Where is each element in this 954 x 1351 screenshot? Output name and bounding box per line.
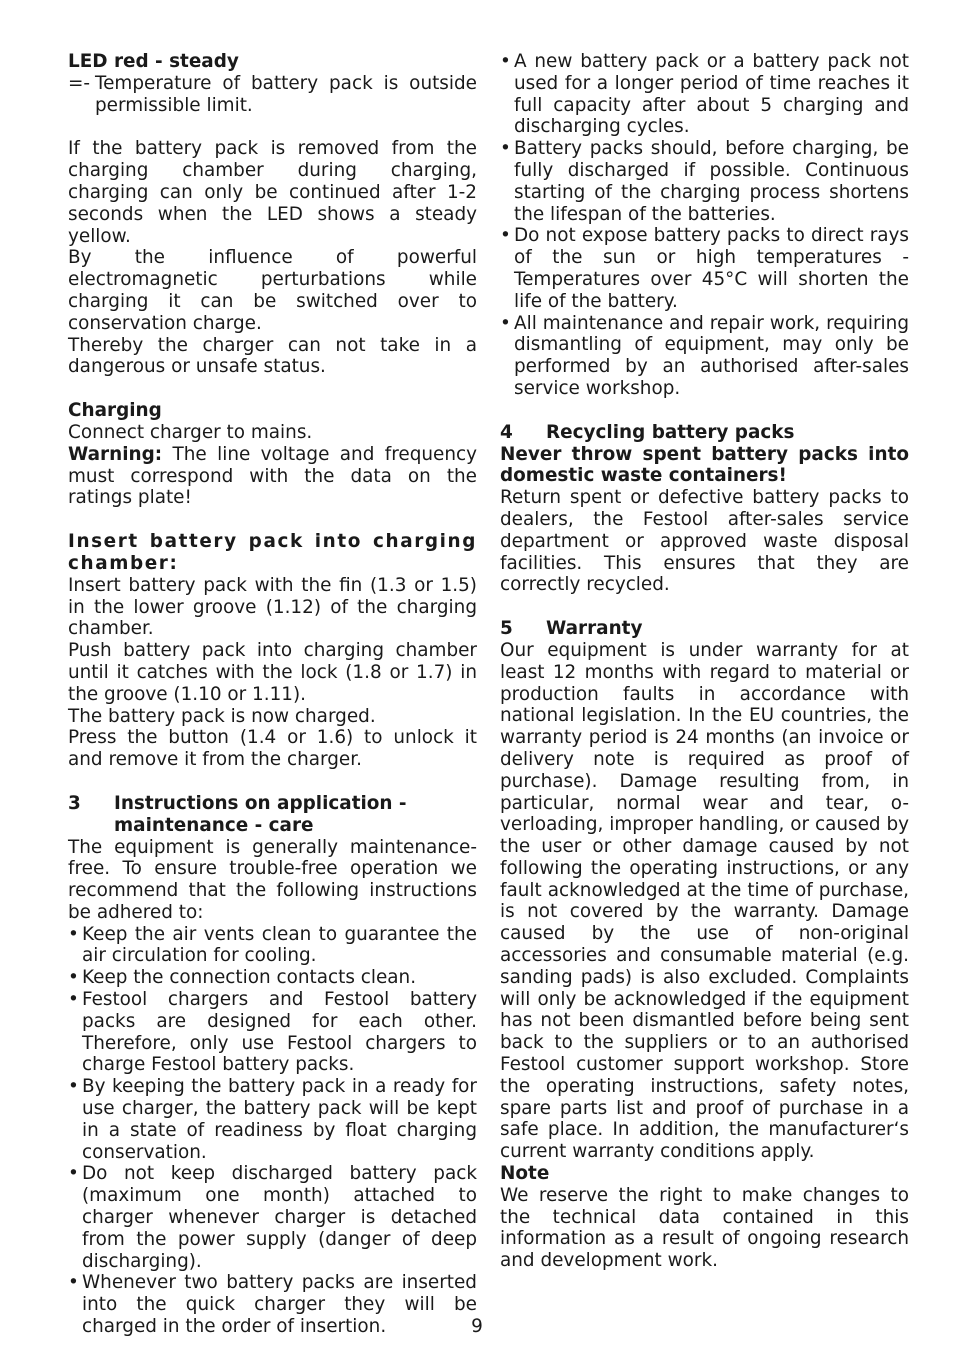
bullet-text: Keep the connection contacts clean.: [82, 967, 417, 989]
list-item: [68, 1076, 477, 1163]
bullet-text: Keep the air vents clean to guarantee the air circulation for cooling.: [82, 923, 477, 967]
note-text: We reserve the right to make changes to the technical data contained in this information as a result of ongoing research and development work.: [500, 1184, 909, 1272]
charging-heading: Charging: [68, 400, 162, 422]
insert-paragraph-2: Push battery pack into charging chamber until it catches with the lock (1.8 or 1.7) in the groove (1.10 or 1.11).: [68, 640, 477, 705]
paragraph-thereby: Thereby the charger can not take in a dangerous or unsafe status.: [68, 334, 477, 378]
equals-mark: =-: [68, 72, 91, 94]
bullet-icon: •: [68, 923, 79, 945]
paragraph-removed: If the battery pack is removed from the charging chamber during charging, charging can only be continued after 1-2 seconds when the LED shows a steady yellow.: [68, 138, 477, 247]
list-item: [68, 1163, 477, 1272]
bullet-icon: •: [500, 51, 511, 72]
charging-text: Connect charger to mains.: [68, 421, 313, 443]
bullet-icon: •: [500, 138, 511, 160]
led-red-heading: LED red - steady: [68, 51, 239, 72]
list-item: [500, 313, 909, 400]
section-3-intro: The equipment is generally maintenance-free. To ensure trouble-free operation we recommend that the following instructions be adhered to:: [68, 836, 477, 923]
list-item: [500, 138, 909, 225]
bullet-text: A new battery pack or a battery pack not used for a longer period of time reaches it full capacity after about 5 charging and discharging cycles.: [514, 51, 909, 138]
section-5-heading: [500, 618, 909, 640]
section-4-text: Return spent or defective battery packs to dealers, the Festool after-sales service department or approved waste disposal facilities. This ensures that they are correctly recycled.: [500, 487, 909, 596]
warning-text: The line voltage and frequency must correspond with the data on the ratings plate!: [68, 443, 477, 509]
section-3-heading: [68, 793, 477, 837]
section-5-text: Our equipment is under warranty for at least 12 months with regard to material or production faults in accordance with national legislation. In the EU countries, the warranty period is 24 months (an invoice or delivery note is required as proof of purchase). Damage resulting from, in particular, normal wear and tear, o-verloading, improper handling, or caused by the user or other damage caused by not following the operating instructions, or any fault acknowledged at the time of purchase, is not covered by the warranty. Damage caused by the use of non-original accessories and consumable material (e.g. sanding pads) is also excluded. Complaints will only be acknowledged if the equipment has not been dismantled before being sent back to the suppliers or to an authorised Festool customer support workshop. Store the operating instructions, safety notes, spare parts list and proof of purchase in a safe place. In addition, the manufacturer‘s current warranty conditions apply.: [500, 639, 909, 1163]
list-item: [68, 967, 477, 989]
section-4-title: Recycling battery packs: [546, 421, 795, 443]
section-4-warning: Never throw spent battery packs into domestic waste containers!: [500, 443, 909, 487]
left-column: [68, 51, 477, 1338]
section-5-number: 5: [500, 618, 513, 640]
section-4-number: 4: [500, 421, 513, 443]
bullet-icon: •: [500, 225, 511, 247]
list-item: [68, 924, 477, 968]
bullet-icon: •: [500, 312, 511, 334]
bullet-text: Do not expose battery packs to direct rays of the sun or high temperatures - Temperatures over 45°C will shorten the life of the battery.: [514, 225, 909, 312]
list-item: [68, 989, 477, 1076]
section-3-number: 3: [68, 792, 81, 814]
bullet-text: Whenever two battery packs are inserted into the quick charger they will be charged in the order of insertion.: [82, 1272, 477, 1338]
bullet-text: By keeping the battery pack in a ready for use charger, the battery pack will be kept in a state of readiness by float charging conservation.: [82, 1076, 477, 1163]
bullet-icon: •: [68, 967, 79, 989]
list-item: [500, 51, 909, 138]
section-3-title: Instructions on application - maintenance - care: [114, 792, 407, 836]
bullet-text: Do not keep discharged battery pack (maximum one month) attached to charger whenever charger is detached from the power supply (danger of deep discharging).: [82, 1163, 477, 1272]
led-red-item: [68, 73, 477, 117]
insert-heading: Insert battery pack into charging chamber:: [68, 531, 477, 574]
insert-paragraph-3: The battery pack is now charged.: [68, 705, 376, 727]
bullet-icon: •: [68, 1076, 79, 1098]
right-column: [500, 51, 909, 1272]
bullet-text: Battery packs should, before charging, be fully discharged if possible. Continuous starting of the charging process shortens the lifespan of the batteries.: [514, 138, 909, 225]
paragraph-influence: By the influence of powerful electromagnetic perturbations while charging it can be switched over to conservation charge.: [68, 247, 477, 334]
bullet-text: All maintenance and repair work, requiring dismantling of equipment, may only be performed by an authorised after-sales service workshop.: [514, 312, 909, 399]
bullet-icon: •: [68, 1163, 79, 1185]
insert-paragraph-4: Press the button (1.4 or 1.6) to unlock it and remove it from the charger.: [68, 727, 477, 771]
note-heading: Note: [500, 1163, 550, 1185]
insert-paragraph-1: Insert battery pack with the fin (1.3 or 1.5) in the lower groove (1.12) of the charging chamber.: [68, 574, 477, 640]
list-item: [500, 225, 909, 312]
bullet-text: Festool chargers and Festool battery packs are designed for each other. Therefore, only use Festool chargers to charge Festool battery packs.: [82, 989, 477, 1076]
section-4-heading: [500, 422, 909, 444]
page-number: 9: [471, 1316, 483, 1337]
warning-paragraph: [68, 444, 477, 509]
warning-label: Warning:: [68, 443, 163, 465]
led-red-text: Temperature of battery pack is outside permissible limit.: [95, 72, 477, 116]
bullet-icon: •: [68, 989, 79, 1011]
section-5-title: Warranty: [546, 618, 643, 640]
bullet-icon: •: [68, 1272, 79, 1294]
